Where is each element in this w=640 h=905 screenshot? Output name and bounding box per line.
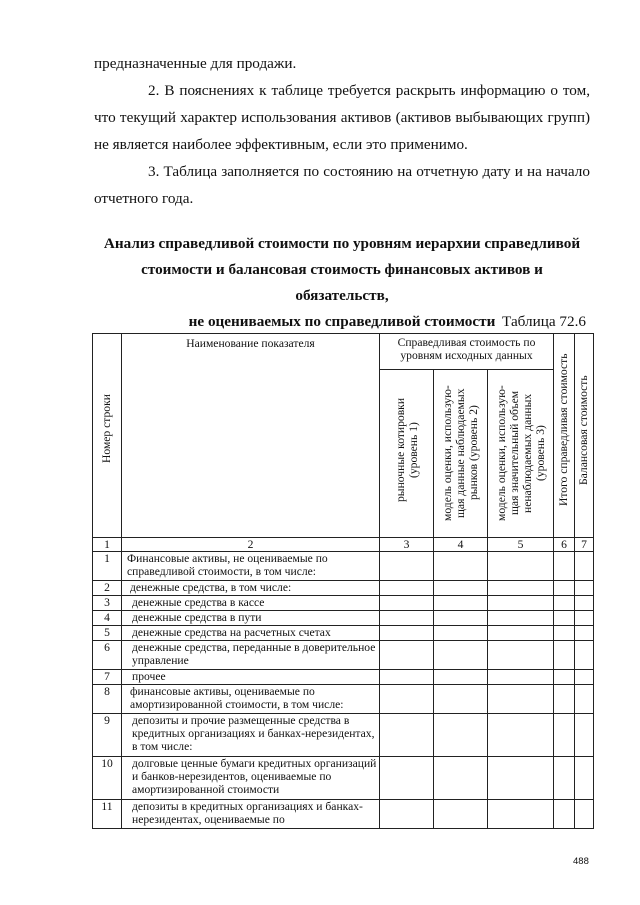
value-cell <box>554 714 575 757</box>
value-cell <box>488 596 554 611</box>
header-level-2: модель оценки, использую- щая данные наблюдаемых рынков (уровень 2) <box>434 370 488 538</box>
value-cell <box>488 685 554 714</box>
page-number: 488 <box>573 856 589 867</box>
value-cell <box>380 626 434 641</box>
value-cell <box>380 596 434 611</box>
row-label: депозиты в кредитных организациях и банках-нерезидентах, оцениваемые по <box>122 800 380 829</box>
row-label: денежные средства, в том числе: <box>122 581 380 596</box>
value-cell <box>575 670 594 685</box>
value-cell <box>575 626 594 641</box>
row-number: 4 <box>93 611 122 626</box>
value-cell <box>554 552 575 581</box>
value-cell <box>575 581 594 596</box>
value-cell <box>575 685 594 714</box>
fair-value-table <box>92 333 594 829</box>
value-cell <box>434 641 488 670</box>
row-number: 11 <box>93 800 122 829</box>
value-cell <box>488 757 554 800</box>
value-cell <box>380 641 434 670</box>
row-label: денежные средства в пути <box>122 611 380 626</box>
row-label: Финансовые активы, не оцениваемые по справедливой стоимости, в том числе: <box>122 552 380 581</box>
table-row <box>93 596 594 611</box>
table-row <box>93 685 594 714</box>
value-cell <box>554 596 575 611</box>
value-cell <box>575 757 594 800</box>
row-label: прочее <box>122 670 380 685</box>
column-number: 3 <box>380 538 434 552</box>
value-cell <box>575 596 594 611</box>
value-cell <box>434 714 488 757</box>
table-row <box>93 714 594 757</box>
header-row-number: Номер строки <box>93 334 122 538</box>
value-cell <box>380 685 434 714</box>
value-cell <box>434 581 488 596</box>
value-cell <box>380 757 434 800</box>
row-number: 3 <box>93 596 122 611</box>
value-cell <box>434 626 488 641</box>
value-cell <box>380 611 434 626</box>
value-cell <box>488 611 554 626</box>
row-number: 10 <box>93 757 122 800</box>
value-cell <box>380 800 434 829</box>
row-label: долговые ценные бумаги кредитных организаций и банков-нерезидентов, оцениваемые по амортизированной стоимости <box>122 757 380 800</box>
value-cell <box>380 581 434 596</box>
column-number: 5 <box>488 538 554 552</box>
row-label: депозиты и прочие размещенные средства в кредитных организациях и банках-нерезидентах, в том числе: <box>122 714 380 757</box>
header-level-3: модель оценки, использую- щая значительный объем ненаблюдаемых данных (уровень 3) <box>488 370 554 538</box>
row-label: денежные средства на расчетных счетах <box>122 626 380 641</box>
table-row <box>93 641 594 670</box>
value-cell <box>554 611 575 626</box>
value-cell <box>575 641 594 670</box>
row-label: денежные средства в кассе <box>122 596 380 611</box>
value-cell <box>488 552 554 581</box>
row-number: 9 <box>93 714 122 757</box>
table-label: Таблица 72.6 <box>502 313 586 330</box>
row-number: 7 <box>93 670 122 685</box>
value-cell <box>575 611 594 626</box>
value-cell <box>380 552 434 581</box>
table-row <box>93 800 594 829</box>
table-row <box>93 757 594 800</box>
column-number: 1 <box>93 538 122 552</box>
heading-line-3: не оцениваемых по справедливой стоимости <box>188 313 496 330</box>
column-number-row <box>93 538 594 552</box>
paragraph-note-2: 2. В пояснениях к таблице требуется раскрыть информацию о том, что текущий характер использования активов (активов выбывающих групп) не является наиболее эффективным, если это применимо. <box>94 82 590 153</box>
value-cell <box>434 670 488 685</box>
value-cell <box>575 800 594 829</box>
table-row <box>93 581 594 596</box>
value-cell <box>554 685 575 714</box>
value-cell <box>554 800 575 829</box>
value-cell <box>488 800 554 829</box>
value-cell <box>434 757 488 800</box>
value-cell <box>434 685 488 714</box>
value-cell <box>554 581 575 596</box>
table-row <box>93 626 594 641</box>
column-number: 6 <box>554 538 575 552</box>
value-cell <box>554 670 575 685</box>
value-cell <box>380 670 434 685</box>
row-number: 8 <box>93 685 122 714</box>
row-number: 6 <box>93 641 122 670</box>
table-row <box>93 611 594 626</box>
value-cell <box>488 626 554 641</box>
column-number: 4 <box>434 538 488 552</box>
header-indicator-name: Наименование показателя <box>122 334 380 538</box>
header-total-fair-value: Итого справедливая стоимость <box>554 334 575 538</box>
column-number: 7 <box>575 538 594 552</box>
row-number: 1 <box>93 552 122 581</box>
value-cell <box>380 714 434 757</box>
heading-line-1: Анализ справедливой стоимости по уровням иерархии справедливой <box>103 235 581 252</box>
value-cell <box>488 670 554 685</box>
header-level-1: рыночные котировки (уровень 1) <box>380 370 434 538</box>
value-cell <box>488 641 554 670</box>
row-number: 5 <box>93 626 122 641</box>
row-label: денежные средства, переданные в доверительное управление <box>122 641 380 670</box>
table-row <box>93 670 594 685</box>
table-row <box>93 552 594 581</box>
value-cell <box>575 714 594 757</box>
value-cell <box>488 714 554 757</box>
value-cell <box>554 626 575 641</box>
value-cell <box>575 552 594 581</box>
heading-line-2: стоимости и балансовая стоимость финансовых активов и обязательств, <box>141 261 543 304</box>
value-cell <box>434 596 488 611</box>
row-number: 2 <box>93 581 122 596</box>
row-label: финансовые активы, оцениваемые по амортизированной стоимости, в том числе: <box>122 685 380 714</box>
paragraph-note-3: 3. Таблица заполняется по состоянию на отчетную дату и на начало отчетного года. <box>94 163 590 207</box>
header-carrying-value: Балансовая стоимость <box>575 334 594 538</box>
value-cell <box>554 641 575 670</box>
value-cell <box>434 552 488 581</box>
paragraph-intro: предназначенные для продажи. <box>94 55 297 72</box>
value-cell <box>434 611 488 626</box>
column-number: 2 <box>122 538 380 552</box>
header-fair-value-by-levels: Справедливая стоимость по уровням исходных данных <box>380 334 554 370</box>
value-cell <box>434 800 488 829</box>
value-cell <box>488 581 554 596</box>
value-cell <box>554 757 575 800</box>
